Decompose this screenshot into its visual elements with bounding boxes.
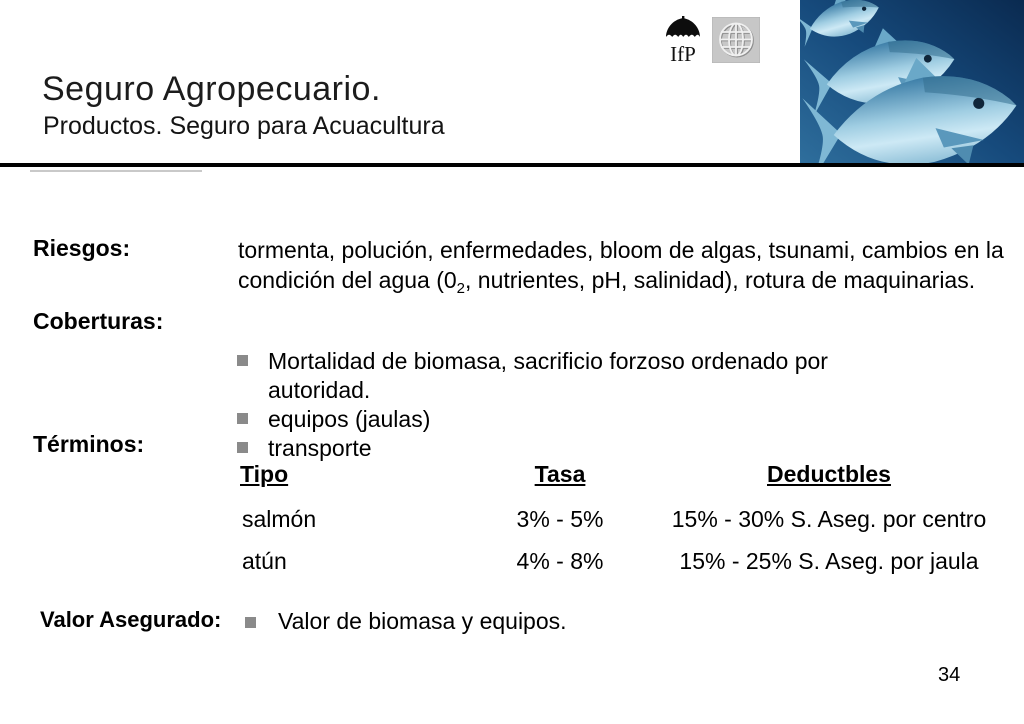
bullet-square-icon (237, 442, 248, 453)
globe-logo-icon (712, 17, 760, 63)
header-divider-shadow (30, 170, 202, 172)
page-number: 34 (938, 664, 961, 686)
list-item: equipos (jaulas) (237, 405, 892, 434)
riesgos-label: Riesgos: (33, 235, 131, 261)
valor-asegurado-item: Valor de biomasa y equipos. (245, 608, 567, 635)
bullet-square-icon (237, 413, 248, 424)
ifp-logo-text: IfP (670, 42, 696, 64)
table-cell-deductbles-salmon: 15% - 30% S. Aseg. por centro (671, 506, 987, 532)
table-cell-tasa-atun: 4% - 8% (516, 548, 604, 574)
header-divider-line (0, 163, 1024, 167)
coberturas-label: Coberturas: (33, 308, 164, 334)
riesgos-text (238, 235, 1024, 299)
riesgos-line2: condición del agua ($0_2$, nutrientes, pH, salinidad), rotura de maquinarias. (238, 267, 976, 297)
page-title: Seguro Agropecuario. (42, 70, 381, 108)
oxygen-subscript: 2 (456, 280, 466, 297)
table-cell-tasa-salmon: 3% - 5% (516, 506, 604, 532)
table-cell-deductbles-atun: 15% - 25% S. Aseg. por jaula (679, 548, 979, 574)
bullet-square-icon (237, 355, 248, 366)
coberturas-list (237, 347, 892, 463)
ifp-umbrella-logo-icon (664, 16, 702, 64)
table-cell-tipo-atun: atún (242, 548, 287, 574)
riesgos-line1: tormenta, polución, enfermedades, bloom de algas, tsunami, cambios en la (238, 237, 1004, 263)
table-header-tipo: Tipo (240, 461, 289, 487)
table-header-deductbles: Deductbles (767, 461, 891, 487)
bullet-square-icon (245, 617, 256, 628)
tuna-photo (800, 0, 1024, 166)
list-item: Mortalidad de biomasa, sacrificio forzoso ordenado por autoridad. (237, 347, 892, 405)
valor-asegurado-label: Valor Asegurado: (40, 607, 222, 632)
table-cell-tipo-salmon: salmón (242, 506, 317, 532)
list-item: transporte (237, 434, 892, 463)
page-subtitle: Productos. Seguro para Acuacultura (43, 112, 445, 140)
table-header-tasa: Tasa (534, 461, 586, 487)
terminos-label: Términos: (33, 431, 145, 457)
